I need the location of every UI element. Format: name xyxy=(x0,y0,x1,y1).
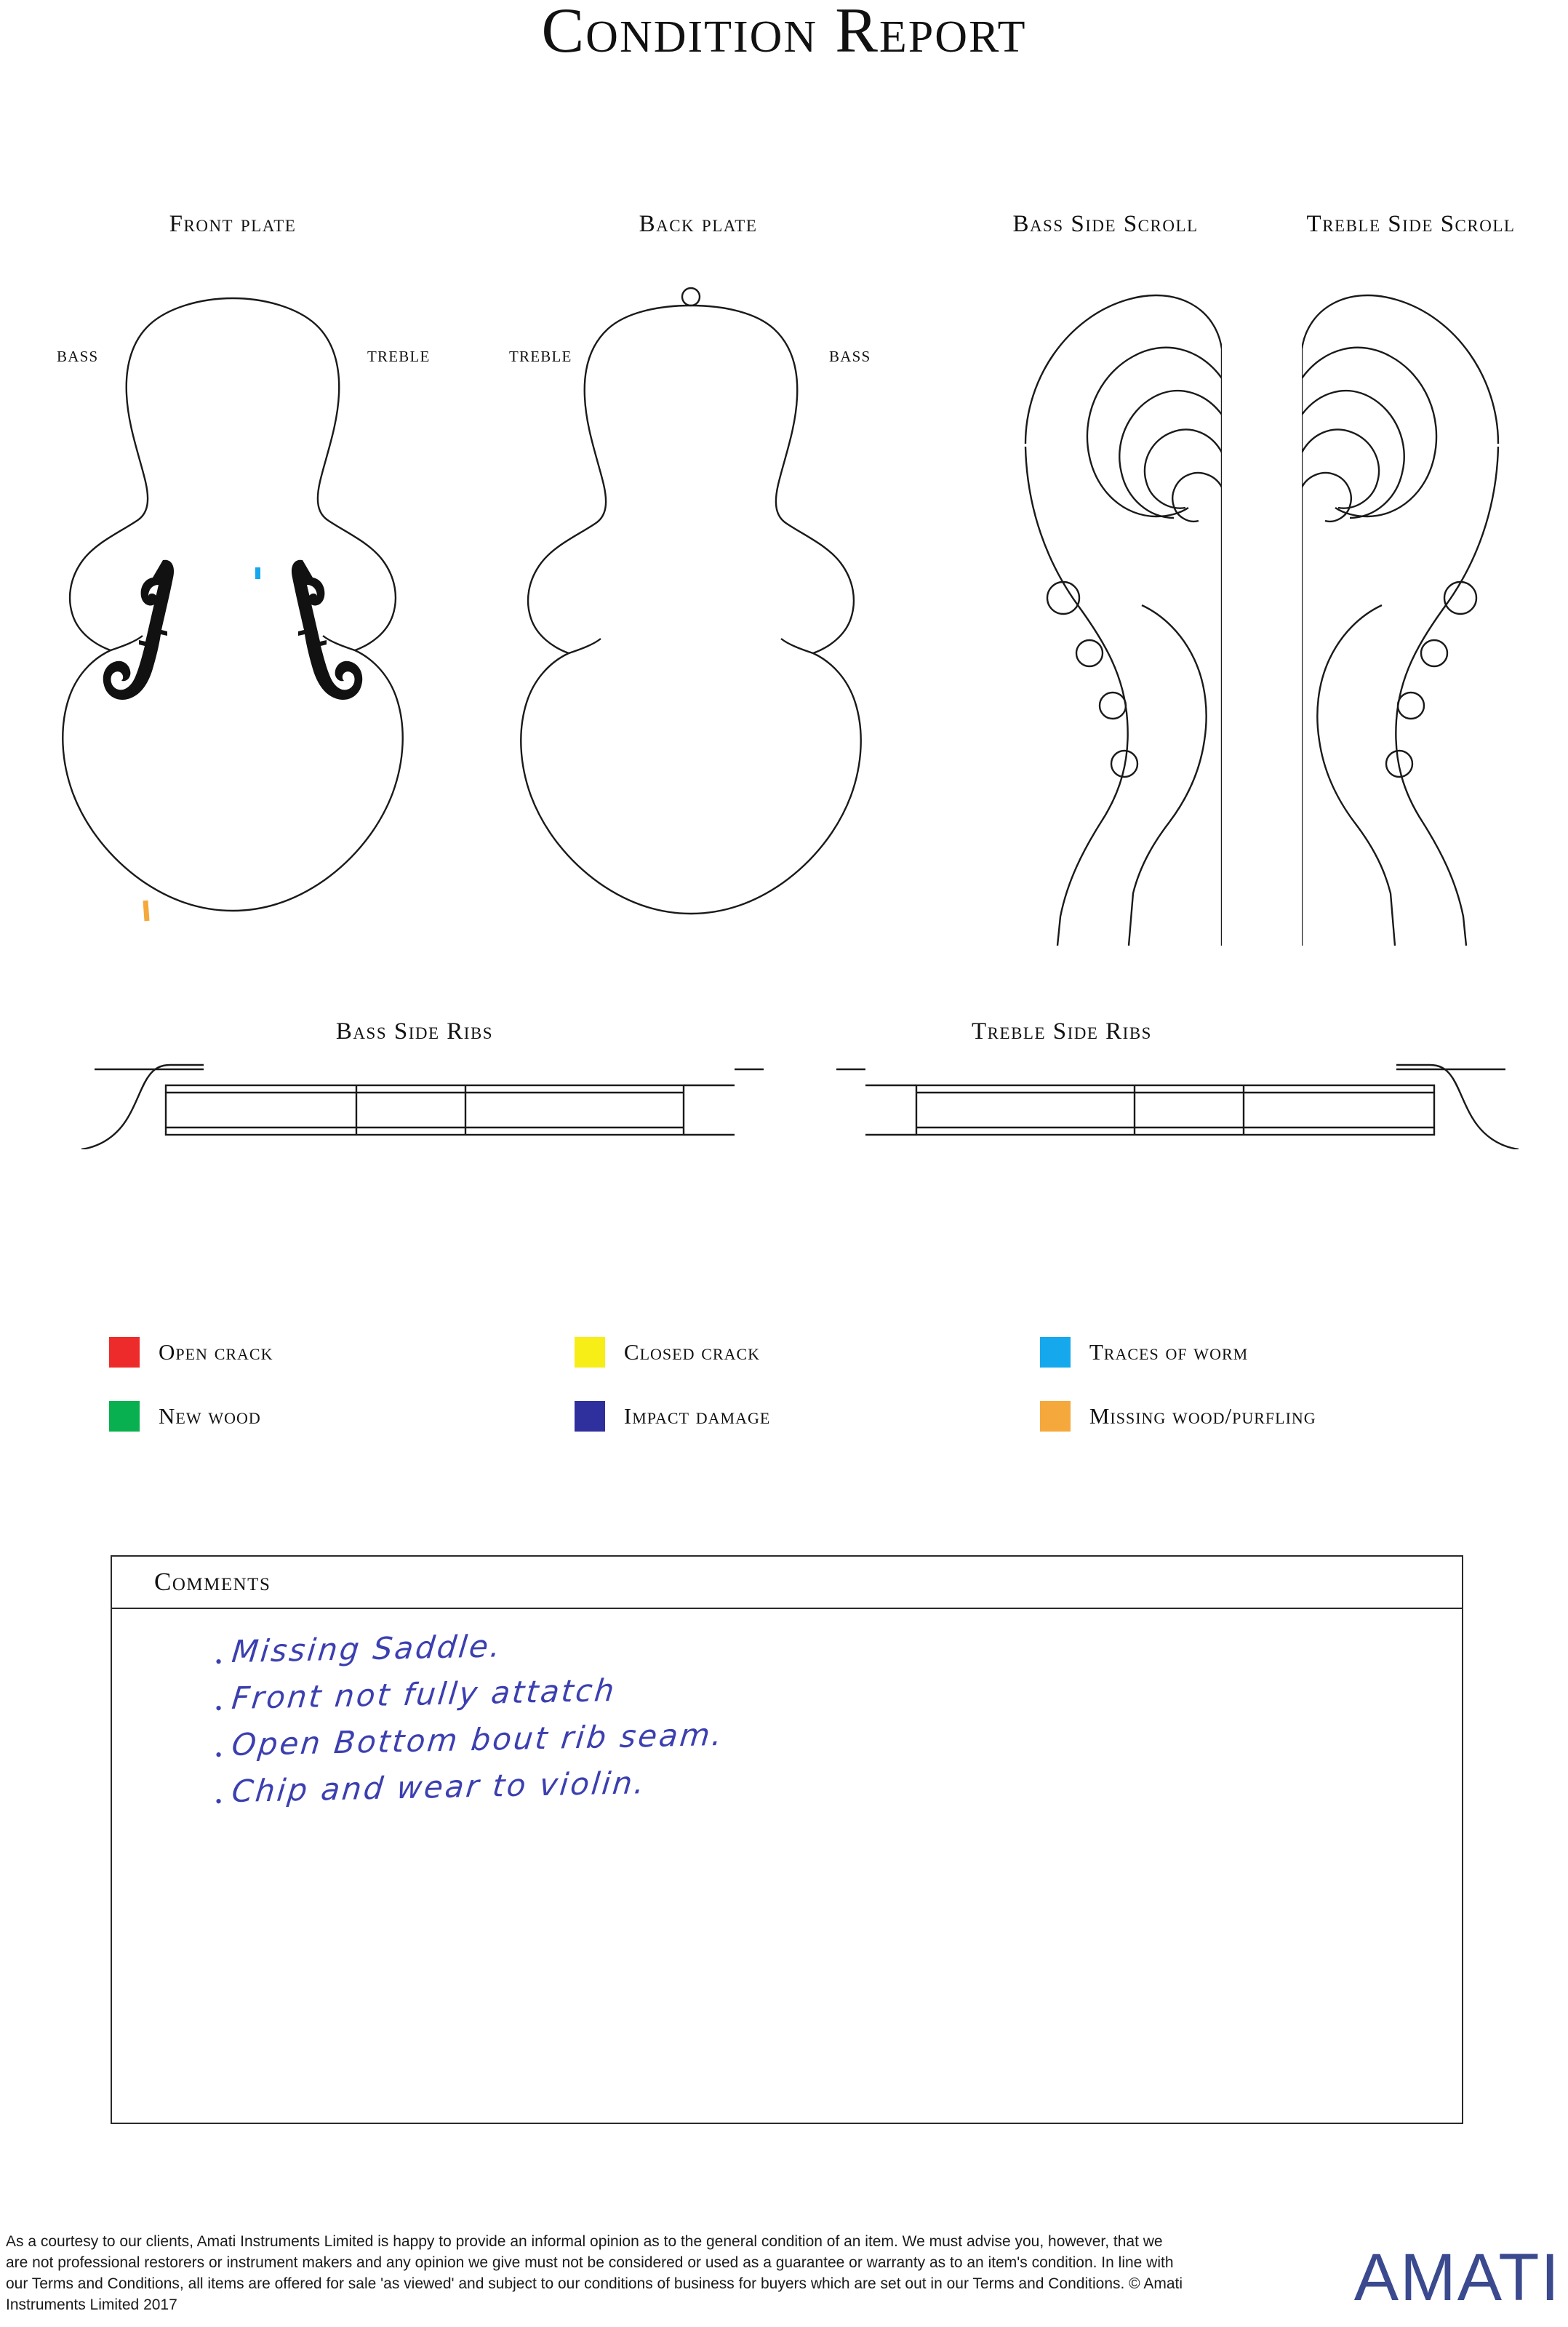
legend-item-missing-wood xyxy=(1040,1401,1505,1432)
comments-title: Comments xyxy=(154,1568,271,1596)
diagram-label-bass-side-scroll: Bass Side Scroll xyxy=(1012,211,1199,237)
amati-logo-text: AMATI xyxy=(1353,2240,1561,2315)
legend-label-open-crack: Open crack xyxy=(159,1339,273,1365)
comments-header xyxy=(112,1557,1462,1609)
front-plate-treble-tag: TREBLE xyxy=(367,348,431,365)
swatch-impact-damage xyxy=(575,1401,605,1432)
legend-label-closed-crack: Closed crack xyxy=(623,1339,761,1365)
footer-text: As a courtesy to our clients, Amati Instruments Limited is happy to provide an informal opinion as to the general condition of an item. We must advise you, however, that we are not professional restorers or instrument makers and any opinion we give must not be considered or used as a guarantee or warranty as to an item's condition. In line with our Terms and Conditions, all items are offered for sale 'as viewed' and subject to our conditions of business for buyers which are set out in our Terms and Conditions. © Amati Instruments Limited 2017 xyxy=(6,2233,1183,2313)
legend-row xyxy=(109,1337,1505,1368)
legend-item-impact-damage xyxy=(575,1401,1040,1432)
footer-disclaimer xyxy=(6,2231,1184,2315)
bullet-icon: • xyxy=(215,1744,223,1765)
legend-label-impact-damage: Impact damage xyxy=(623,1403,771,1429)
legend xyxy=(109,1337,1505,1465)
comment-text: Front not fully attatch xyxy=(230,1672,618,1717)
comment-text: Open Bottom bout rib seam. xyxy=(230,1716,726,1763)
bullet-icon: • xyxy=(215,1651,223,1672)
legend-item-closed-crack xyxy=(575,1337,1040,1368)
swatch-traces-of-worm xyxy=(1040,1337,1071,1368)
legend-item-open-crack xyxy=(109,1337,575,1368)
comment-line xyxy=(112,1716,1462,1765)
comment-text: Missing Saddle. xyxy=(230,1628,505,1670)
diagram-label-treble-side-scroll: Treble Side Scroll xyxy=(1306,211,1516,237)
comment-line xyxy=(112,1765,1462,1812)
comments-box[interactable] xyxy=(111,1555,1463,2124)
treble-side-scroll-diagram[interactable] xyxy=(1302,269,1542,946)
page-title: Condition Report xyxy=(541,0,1027,66)
comment-text: Chip and wear to violin. xyxy=(230,1765,649,1810)
diagram-label-front-plate: Front plate xyxy=(169,211,297,237)
legend-item-traces-of-worm xyxy=(1040,1337,1505,1368)
amati-logo xyxy=(1353,2240,1561,2315)
swatch-closed-crack xyxy=(575,1337,605,1368)
diagram-label-back-plate: Back plate xyxy=(639,211,758,237)
bullet-icon: • xyxy=(215,1698,223,1719)
swatch-missing-wood xyxy=(1040,1401,1071,1432)
comments-body[interactable] xyxy=(112,1609,1462,1811)
swatch-open-crack xyxy=(109,1337,140,1368)
back-plate-diagram[interactable] xyxy=(502,284,880,960)
comment-line xyxy=(112,1628,1462,1672)
swatch-new-wood xyxy=(109,1401,140,1432)
legend-row xyxy=(109,1401,1505,1432)
bullet-icon: • xyxy=(215,1791,223,1812)
legend-item-new-wood xyxy=(109,1401,575,1432)
diagram-label-bass-side-ribs: Bass Side Ribs xyxy=(335,1018,494,1045)
legend-label-new-wood: New wood xyxy=(159,1403,261,1429)
comment-line xyxy=(112,1672,1462,1719)
bass-side-scroll-diagram[interactable] xyxy=(982,269,1222,946)
back-plate-bass-tag: BASS xyxy=(829,348,871,365)
front-plate-bass-tag: BASS xyxy=(57,348,99,365)
bass-side-ribs-diagram[interactable] xyxy=(80,1055,778,1149)
treble-side-ribs-diagram[interactable] xyxy=(822,1055,1520,1149)
back-plate-treble-tag: TREBLE xyxy=(509,348,572,365)
marking-worm-front xyxy=(255,567,260,579)
legend-label-traces-of-worm: Traces of worm xyxy=(1089,1339,1249,1365)
diagram-label-treble-side-ribs: Treble Side Ribs xyxy=(972,1018,1152,1045)
marking-missing-wood-front xyxy=(145,901,147,921)
legend-label-missing-wood: Missing wood/purfling xyxy=(1089,1403,1316,1429)
front-plate-diagram[interactable] xyxy=(44,284,422,960)
